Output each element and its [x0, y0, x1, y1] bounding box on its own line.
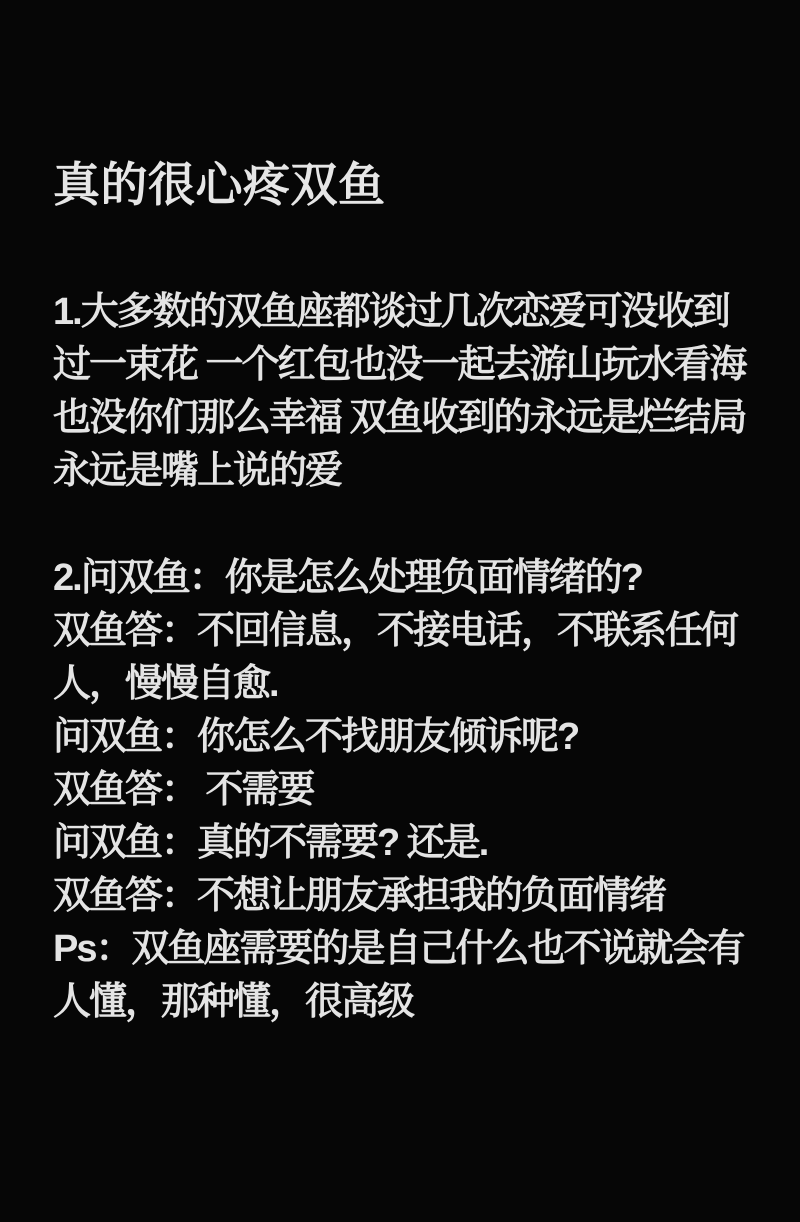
paragraph-2	[53, 552, 770, 1029]
post-title: 真的很心疼双鱼	[53, 158, 386, 211]
text-line: 人懂，那种懂，很高级	[53, 981, 414, 1023]
text-line: 过一束花 一个红包也没一起去游山玩水看海	[53, 344, 746, 386]
text-line: 双鱼答：不想让朋友承担我的负面情绪	[53, 875, 666, 917]
text-line: 也没你们那么幸福 双鱼收到的永远是烂结局	[53, 397, 746, 439]
text-line: 永远是嘴上说的爱	[53, 450, 342, 492]
text-line: 2.问双鱼：你是怎么处理负面情绪的?	[53, 557, 642, 599]
text-line: 人，慢慢自愈.	[53, 663, 278, 705]
text-line: 双鱼答：不回信息，不接电话，不联系任何	[53, 610, 738, 652]
text-line: Ps：双鱼座需要的是自己什么也不说就会有	[53, 928, 744, 970]
text-line: 双鱼答： 不需要	[53, 769, 314, 811]
paragraph-1	[53, 286, 770, 498]
text-line: 问双鱼：真的不需要? 还是.	[53, 822, 488, 864]
text-line: 问双鱼：你怎么不找朋友倾诉呢?	[53, 716, 579, 758]
text-line: 1.大多数的双鱼座都谈过几次恋爱可没收到	[53, 291, 729, 333]
